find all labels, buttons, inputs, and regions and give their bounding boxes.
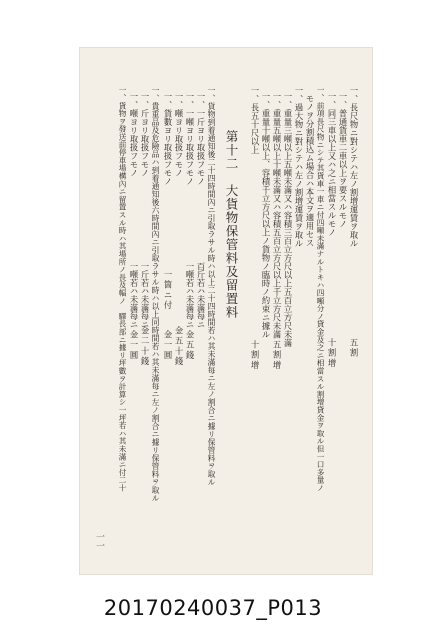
rate-value: 金一圓 bbox=[163, 330, 173, 361]
rate-value: 五割 bbox=[349, 338, 359, 359]
text-column: 一、斤ヨリ取扱フモノ bbox=[140, 92, 150, 177]
rate-unit: 一噸若ハ未滿每ニ bbox=[185, 262, 195, 329]
text-column: 一、前項長尺物ニシテ其貨車一車ニ付四噸未滿ナルトキハ四噸分ノ貸金及之ニ相當スル割增貸金ヲ取ル但一口多量ノ bbox=[316, 86, 325, 492]
text-column: 一、重量十噸以上、容積千立方尺以上ノ貨物ノ臨時ノ約束ニ據ル bbox=[261, 92, 271, 339]
text-column: 一、過大物ニ對シテハ左ノ割增運賃ヲ取ル bbox=[294, 86, 304, 248]
text-column: 一、噸ヨリ取扱フモノ bbox=[174, 92, 184, 177]
text-column: 一、貨物ヲ發送前停車場構內ニ留置スル時ハ其場所ノ長及幅ノ 驛長部ニ據リ坪數ヲ計算シ一坪若ハ其未滿ニ付二十 bbox=[118, 86, 127, 492]
rate-value: 金二十錢 bbox=[140, 326, 150, 368]
text-column: モノヲ分割積込ム場合ハ本文ヲ適用セス bbox=[305, 94, 315, 247]
text-column: 一、長五十尺以上 bbox=[250, 86, 260, 154]
rate-value: 十割增 bbox=[250, 340, 260, 371]
text-column: 一、貴重品及危險品ハ到着通知後六時間內ニ引取ラサル時ハ以上同時間若ハ其未滿每ニ左ノ割合ニ據リ保管料ヲ取ル bbox=[151, 86, 160, 502]
text-column: 一、重量五噸以上十噸未滿又ハ容積五百立方尺以上千立方尺未滿 bbox=[272, 92, 282, 339]
text-column: 一、貨數ヨリ取扱フモノ bbox=[163, 92, 173, 186]
rate-unit: 百斤若ハ未滿每ニ bbox=[196, 262, 206, 329]
rate-value: 金一圓 bbox=[129, 330, 139, 361]
rate-unit: 一噸若ハ未滿每ニ bbox=[129, 262, 139, 329]
rate-unit: 一箇ニ付 bbox=[163, 270, 173, 312]
section-title: 第十二 大貨物保管料及留置料 bbox=[224, 130, 239, 319]
image-caption: 20170240037_P013 bbox=[103, 596, 323, 620]
rate-value: 五割增 bbox=[272, 340, 282, 371]
rate-value: 十割增 bbox=[327, 338, 337, 369]
text-column: 一、同三車以上又ハ之ニ相當スルモノ bbox=[327, 92, 337, 237]
text-column: 一、貨物到着通知後二十四時間內ニ引取ラサル時ハ以上二十四時間若ハ其未滿每ニ左ノ割合ニ據リ保管料ヲ取ル bbox=[207, 86, 216, 486]
page-number: 一一 bbox=[94, 532, 104, 550]
text-column: 一、一噸ヨリ取扱フモノ bbox=[185, 92, 195, 186]
text-column: 一、一斤ヨリ取扱フモノ bbox=[196, 92, 206, 186]
rate-unit: 一斤若ハ未滿每ニ bbox=[140, 262, 150, 329]
rate-value: 金五十錢 bbox=[174, 326, 184, 368]
text-column: 一、長尺物ニ對シテハ左ノ割增運賃ヲ取ル bbox=[349, 86, 359, 248]
text-column: 一、噸ヨリ取扱フモノ bbox=[129, 92, 139, 177]
text-column: 一、重量三噸以上五噸未滿又ハ容積三百立方尺以上五百立方尺未滿 bbox=[283, 92, 293, 347]
rate-value: 金五錢 bbox=[185, 330, 195, 361]
text-column: 一、普通貨車二車以上ヲ要スルモノ bbox=[338, 92, 348, 228]
